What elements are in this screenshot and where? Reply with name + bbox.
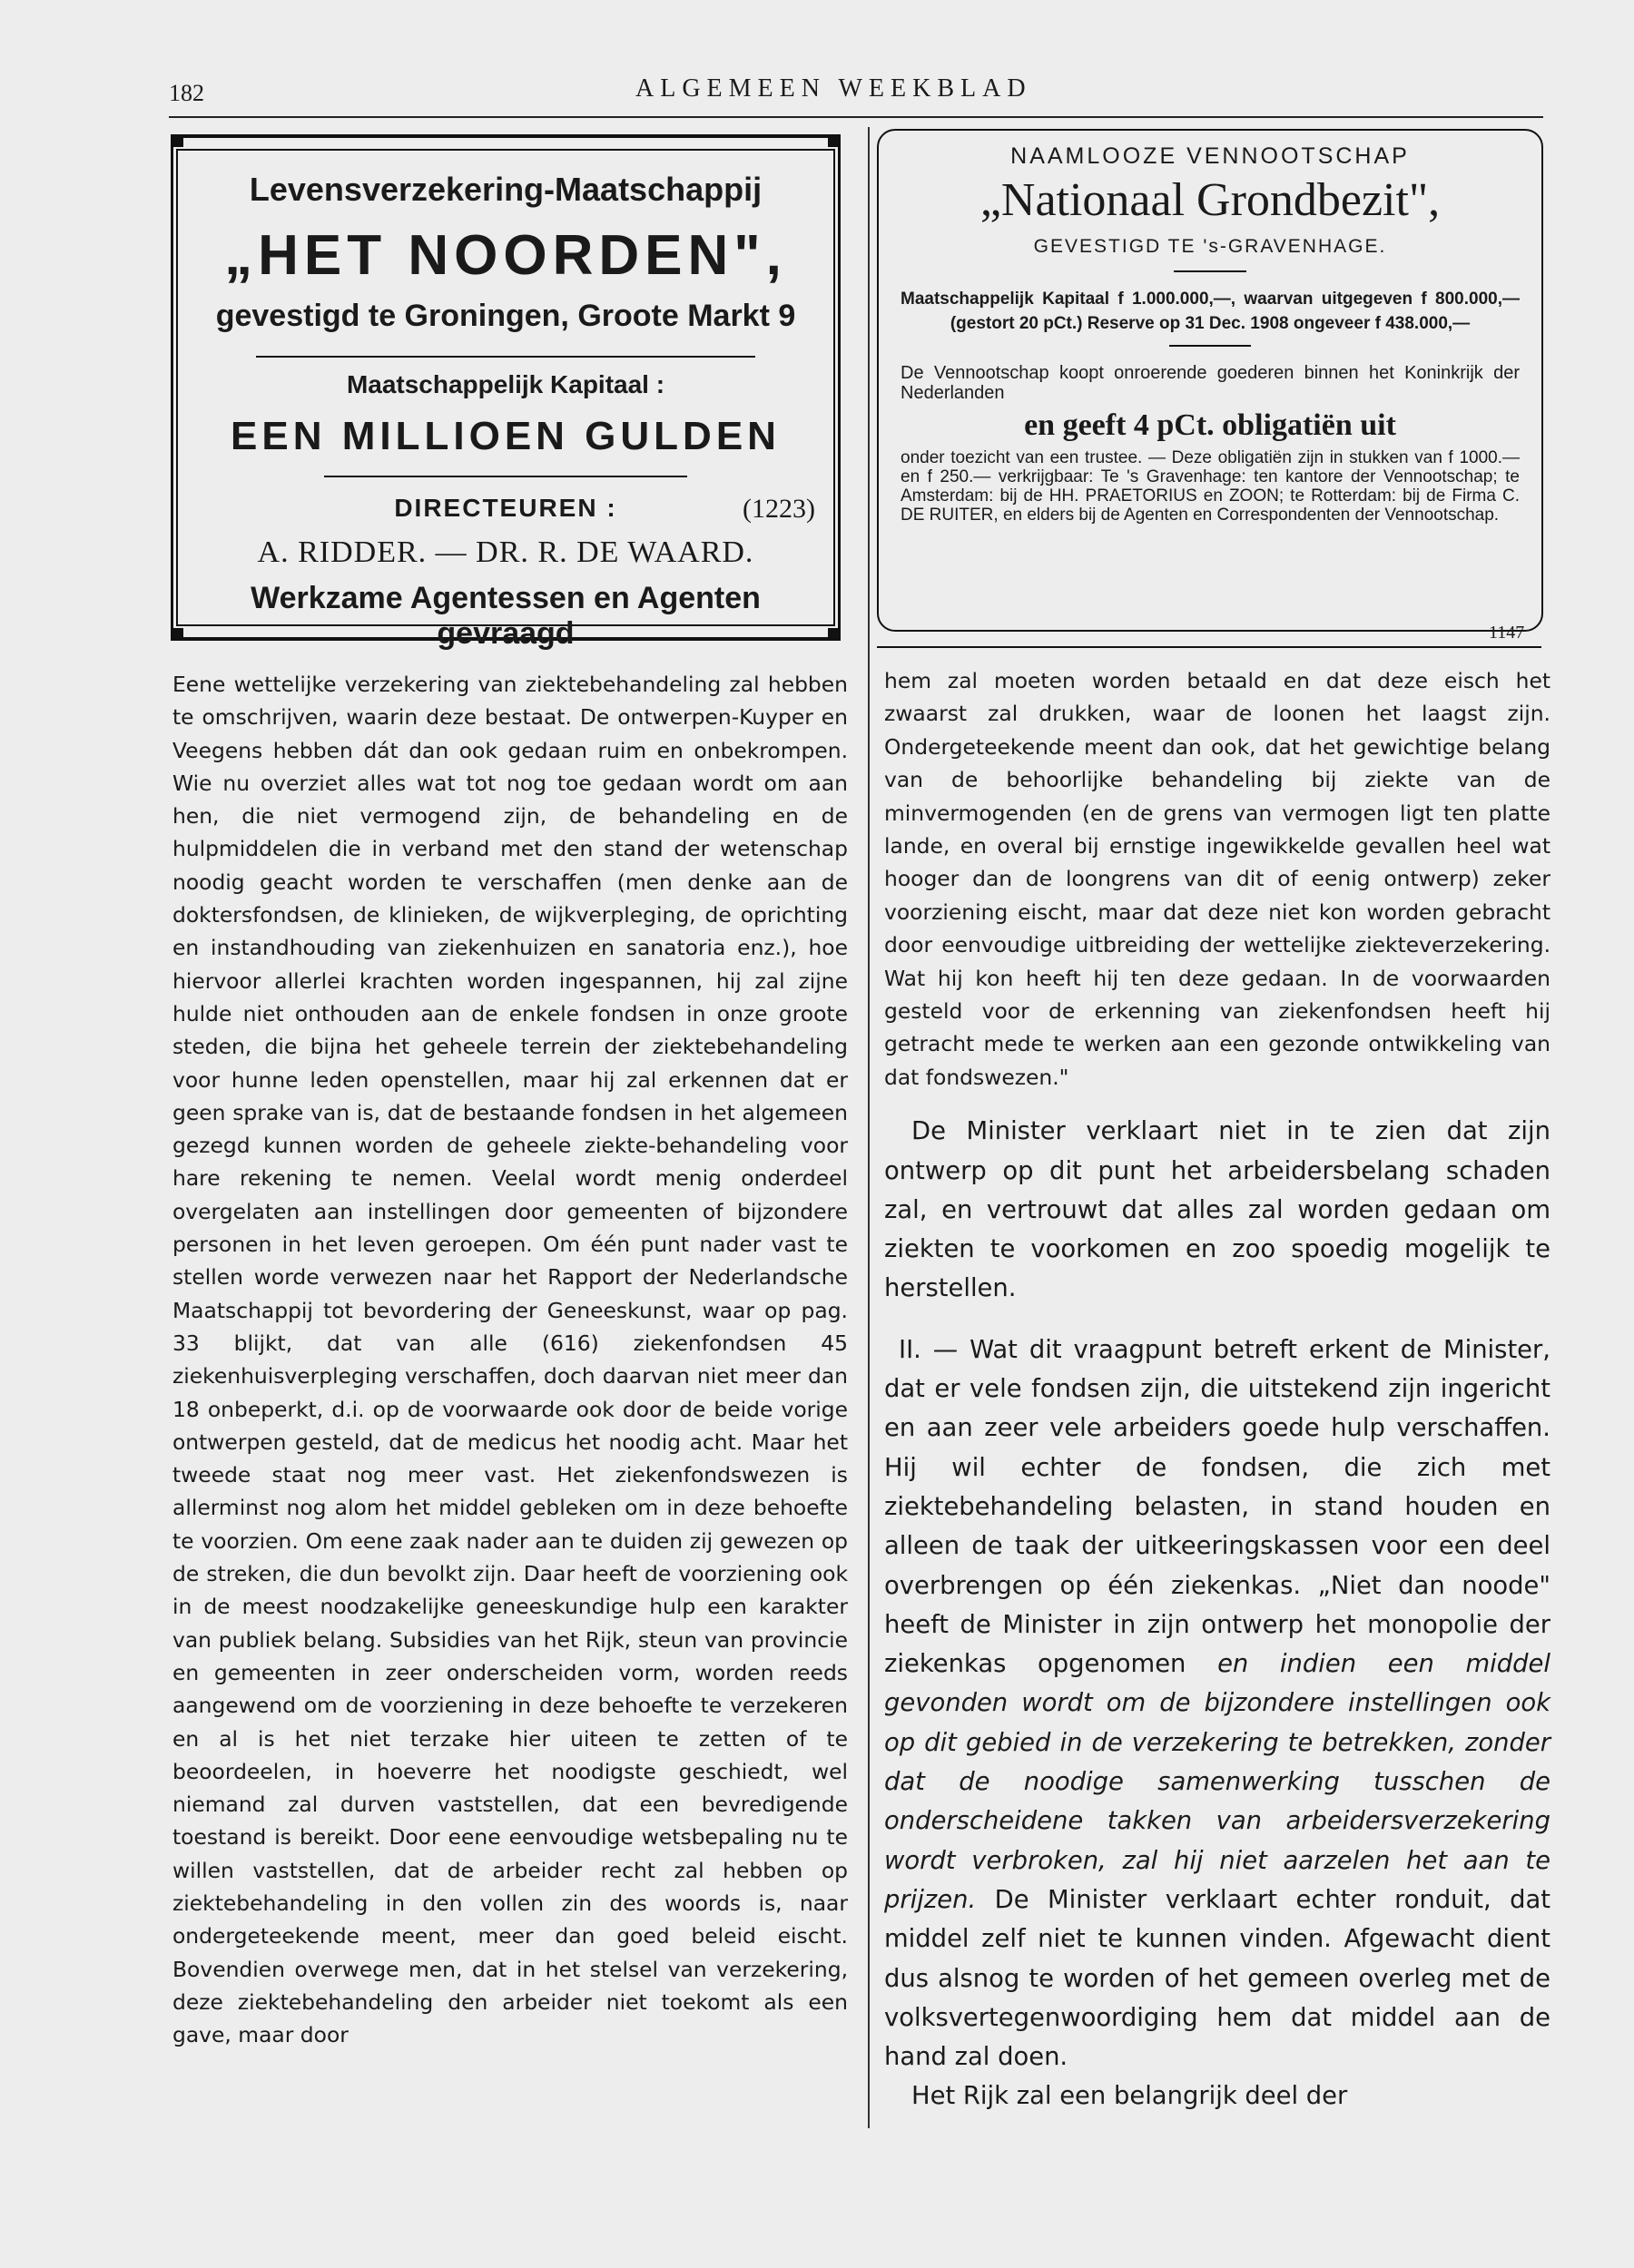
ad-number: (1223) [743,494,815,524]
ad-purchase: De Vennootschap koopt onroerende goederen binnen het Koninkrijk der Nederlanden [901,363,1520,403]
advertisement-het-noorden [171,134,841,651]
ad-corner [828,628,841,641]
ad-corner [171,628,183,641]
ad-company-type: NAAMLOOZE VENNOOTSCHAP [1010,143,1410,169]
page-number: 182 [169,80,204,106]
ad-wanted: Werkzame Agentessen en Agenten gevraagd [251,581,761,651]
ad-capital-value: EEN MILLIOEN GULDEN [231,414,781,458]
right-column [884,664,1550,2116]
running-head: ALGEMEEN WEEKBLAD [635,74,1032,103]
ad-capital: Maatschappelijk Kapitaal f 1.000.000,—, waarvan uitgegeven f 800.000,— (gestort 20 pCt.) Reserve op 31 Dec. 1908 ongeveer f 438.000,— [901,290,1520,333]
ad-base-rule [877,646,1541,648]
paragraph-italic: en indien een middel gevonden wordt om de bijzondere instellingen ook op dit gebied in de verzekering te betrekken, zonder dat de noodige samenwerking tusschen de onderscheidene takken van arbeidersverzekering wordt verbroken, zal hij niet aarzelen het aan te prijzen. [884,1650,1550,1914]
ad-divider [256,356,755,358]
ad-capital-label: Maatschappelijk Kapitaal : [346,370,665,398]
advertisement-nationaal-grondbezit [877,129,1543,632]
ad-yield: en geeft 4 pCt. obligatiën uit [1024,408,1396,442]
paragraph: De Minister verklaart niet in te zien dat zijn ontwerp op dit punt het arbeidersbelang schaden zal, en vertrouwt dat alles zal worden gedaan om ziekten te voorkomen en zoo spoedig mogelijk te herstellen. [884,1117,1550,1303]
paragraph-text: II. — Wat dit vraagpunt betreft erkent de Minister, dat er vele fondsen zijn, die uitstekend zijn ingericht en aan zeer vele arbeiders goede hulp verschaffen. Hij wil echter de fondsen, die zich met ziektebehandeling belasten, in stand houden en alleen de taak der uitkeeringskassen voor een deel overbrengen op één ziekenkas. „Niet dan noode" heeft de Minister in zijn ontwerp het monopolie der ziekenkas opgenomen [884,1335,1550,1679]
ad-directors-label: DIRECTEUREN : [394,494,617,522]
ad-frame-right [838,147,841,628]
ad-company-name: „Nationaal Grondbezit", [979,174,1441,226]
paragraph: hem zal moeten worden betaald en dat deze eisch het zwaarst zal drukken, waar de loonen het laagst zijn. Ondergeteekende meent dan ook, dat het gewichtige belang van de behoorlijke behandeling bij ziekte van de minvermogenden (en de grens van vermogen ligt ten platte lande, en overal bij ernstige ingewikkelde gevallen heel wat hooger dan de loongrens van dit of eenig ontwerp) zeker voorziening eischt, maar dat deze niet kon worden gebracht door eenvoudige uitbreiding der wettelijke ziekteverzekering. Wat hij kon heeft hij ten deze gedaan. In de voorwaarden gesteld voor de erkenning van ziekenfondsen heeft hij getracht mede te werken aan een gezonde ontwikkeling van dat fondswezen." [884,668,1550,1090]
ad-address: gevestigd te Groningen, Groote Markt 9 [215,299,796,333]
ad-supervision: onder toezicht van een trustee. — Deze obligatiën zijn in stukken van f 1000.— en f 250.— verkrijgbaar: Te 's Gravenhage: ten kantore der Vennootschap; te Amsterdam: bij de HH. PRAETORIUS en ZOON; te Rotterdam: bij de Firma C. DE RUITER, en elders bij de Agenten en Correspondenten der Vennootschap. [901,448,1520,525]
ad-corner [828,134,841,147]
paragraph: Het Rijk zal een belangrijk deel der [911,2082,1348,2111]
ad-company-name: „HET NOORDEN", [224,224,787,287]
ad-corner [171,134,183,147]
ad-divider [1174,270,1246,272]
ad-frame-left [171,147,173,628]
ad-seat: GEVESTIGD TE 's-GRAVENHAGE. [1033,236,1387,257]
paragraph: Eene wettelijke verzekering van ziektebehandeling zal hebben te omschrijven, waarin deze bestaat. De ontwerpen-Kuyper en Veegens hebben dát dan ook gedaan ruim en onbekrompen. Wie nu overziet alles wat tot nog toe gedaan wordt om aan hen, die niet vermogend zijn, de behandeling en de hulpmiddelen die in verband met den stand der wetenschap noodig geacht worden te verschaffen (men denke aan de doktersfondsen, de klinieken, de wijkverpleging, de oprichting en instandhouding van ziekenhuizen en sanatoria enz.), hoe hiervoor allerlei krachten worden ingespannen, hij zal zijne hulde niet onthouden aan de enkele fondsen in onze groote steden, die bijna het geheele terrein der ziektebehandeling voor hunne leden openstellen, maar hij zal erkennen dat er geen sprake van is, dat de bestaande fondsen in het algemeen gezegd kunnen worden de geheele ziekte-behandeling voor hare rekening te nemen. Veelal wordt menig onderdeel overgelaten aan instellingen door gemeenten of bijzondere personen in het leven geroepen. Om één punt nader vast te stellen worde verwezen naar het Rapport der Nederlandsche Maatschappij tot bevordering der Geneeskunst, waar op pag. 33 blijkt, dat van alle (616) ziekenfondsen 45 ziekenhuisverpleging verschaffen, doch daarvan niet meer dan 18 onbeperkt, d.i. op de voorwaarde ook door de beide vorige ontwerpen gesteld, dat de medicus het noodig acht. Maar het tweede staat nog meer vast. Het ziekenfondswezen is allerminst nog alom het middel gebleken om in deze behoefte te voorzien. Om eene zaak nader aan te duiden zij gewezen op de streken, die dun bevolkt zijn. Daar heeft de voorziening ook in de meest noodzakelijke geneeskundige hulp een karakter van publiek belang. Subsidies van het Rijk, steun van provincie en gemeenten in zeer onderscheiden vorm, worden reeds aangewend om de voorziening in deze behoefte te verzekeren en al is het niet terzake hier uiteen te zetten of te beoordeelen, in hoeverre het noodigste geschiedt, wel niemand zal durven vaststellen, dat een bevredigende toestand is bereikt. Door eene eenvoudige wetsbepaling nu te willen vaststellen, dat de arbeider recht zal hebben op ziektebehandeling in den vollen zin des woords is, naar ondergeteekende meent, meer dan goed beleid eischt. Bovendien overwege men, dat in het stelsel van verzekering, deze ziektebehandeling den arbeider niet toekomt als een gave, maar door [172,672,848,2048]
paragraph [884,1330,1550,2077]
paragraph-text: De Minister verklaart echter ronduit, dat middel zelf niet te kunnen vinden. Afgewacht dient dus alsnog te worden of het gemeen overleg met de volksvertegenwoordiging hem dat middel aan de hand zal doen. [884,1885,1550,2072]
ad-divider [1169,345,1251,347]
ad-company-type: Levensverzekering-Maatschappij [249,171,763,208]
left-column [172,668,848,2051]
header-rule [169,116,1543,118]
ad-directors: A. RIDDER. — DR. R. DE WAARD. [257,535,754,569]
ad-divider [324,476,687,477]
ad-number: 1147 [1489,623,1525,643]
column-divider [868,127,870,2128]
